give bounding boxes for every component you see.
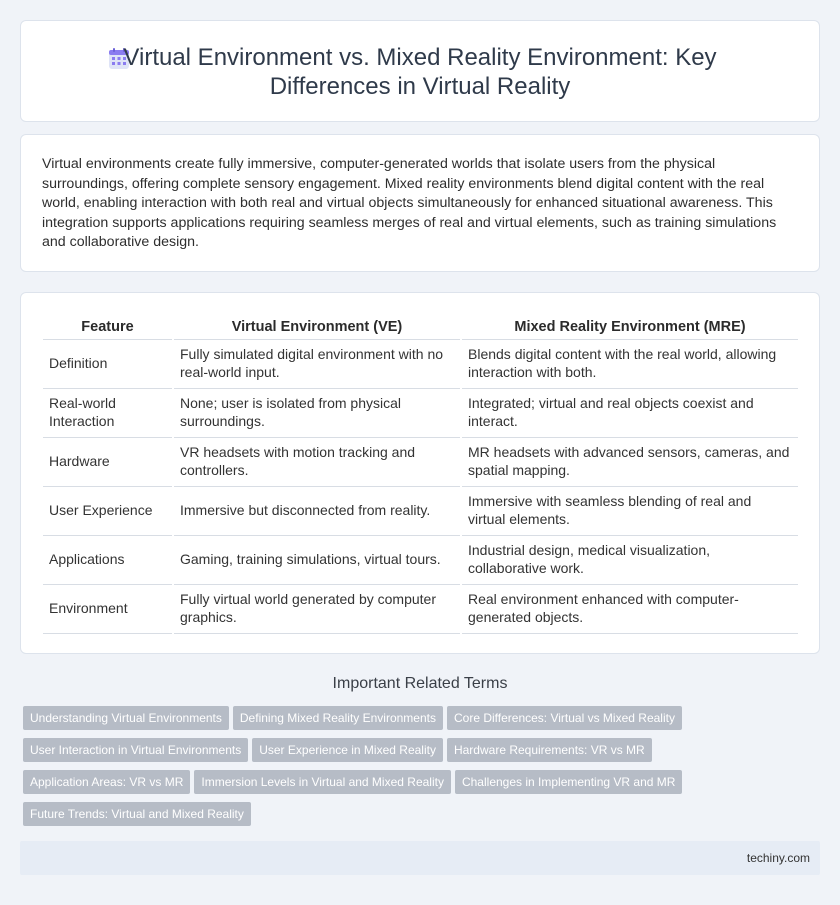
ve-cell: Immersive but disconnected from reality. xyxy=(173,486,461,535)
related-terms-heading: Important Related Terms xyxy=(332,675,508,692)
feature-cell: Definition xyxy=(43,339,173,388)
ve-cell: Fully virtual world generated by computer graphics. xyxy=(173,584,461,633)
related-term-tag[interactable]: Hardware Requirements: VR vs MR xyxy=(447,738,652,762)
table-header-row xyxy=(43,317,798,339)
related-term-tag[interactable]: Understanding Virtual Environments xyxy=(23,706,229,730)
mre-cell: Real environment enhanced with computer-generated objects. xyxy=(461,584,798,633)
footer-brand[interactable]: techiny.com xyxy=(746,851,810,865)
related-term-tag[interactable]: Core Differences: Virtual vs Mixed Reality xyxy=(447,706,682,730)
header-virtual-environment: Virtual Environment (VE) xyxy=(173,317,461,339)
related-term-tag[interactable]: Immersion Levels in Virtual and Mixed Reality xyxy=(194,770,451,794)
page-title: Virtual Environment vs. Mixed Reality Environment: Key Differences in Virtual Reality xyxy=(123,44,717,100)
table-row xyxy=(43,339,798,388)
ve-cell: Fully simulated digital environment with no real-world input. xyxy=(173,339,461,388)
ve-cell: VR headsets with motion tracking and controllers. xyxy=(173,437,461,486)
table-row xyxy=(43,584,798,633)
feature-cell: Environment xyxy=(43,584,173,633)
related-term-tag[interactable]: Application Areas: VR vs MR xyxy=(23,770,190,794)
feature-cell: User Experience xyxy=(43,486,173,535)
footer xyxy=(20,841,820,875)
ve-cell: None; user is isolated from physical surroundings. xyxy=(173,388,461,437)
related-term-tag[interactable]: Defining Mixed Reality Environments xyxy=(233,706,443,730)
mre-cell: MR headsets with advanced sensors, cameras, and spatial mapping. xyxy=(461,437,798,486)
table-row xyxy=(43,388,798,437)
ve-cell: Gaming, training simulations, virtual tours. xyxy=(173,535,461,584)
intro-card xyxy=(20,134,820,272)
comparison-table-card xyxy=(20,292,820,654)
intro-paragraph: Virtual environments create fully immersive, computer-generated worlds that isolate users from the physical surroundings, offering complete sensory engagement. Mixed reality environments blend digital content with the real world, enabling interaction with both real and virtual objects simultaneously for enhanced situational awareness. This integration supports applications requiring seamless merges of real and virtual elements, such as training simulations and collaborative design. xyxy=(42,156,777,251)
related-terms-list xyxy=(23,706,813,834)
feature-cell: Applications xyxy=(43,535,173,584)
related-term-tag[interactable]: Future Trends: Virtual and Mixed Reality xyxy=(23,802,251,826)
related-term-tag[interactable]: User Interaction in Virtual Environments xyxy=(23,738,248,762)
header-card xyxy=(20,20,820,122)
mre-cell: Immersive with seamless blending of real and virtual elements. xyxy=(461,486,798,535)
header-mixed-reality-environment: Mixed Reality Environment (MRE) xyxy=(461,317,798,339)
feature-cell: Real-world Interaction xyxy=(43,388,173,437)
comparison-table xyxy=(43,317,798,634)
related-term-tag[interactable]: User Experience in Mixed Reality xyxy=(252,738,443,762)
table-row xyxy=(43,437,798,486)
mre-cell: Blends digital content with the real world, allowing interaction with both. xyxy=(461,339,798,388)
feature-cell: Hardware xyxy=(43,437,173,486)
mre-cell: Industrial design, medical visualization, collaborative work. xyxy=(461,535,798,584)
mre-cell: Integrated; virtual and real objects coexist and interact. xyxy=(461,388,798,437)
table-row xyxy=(43,486,798,535)
header-feature: Feature xyxy=(43,317,173,339)
table-row xyxy=(43,535,798,584)
related-term-tag[interactable]: Challenges in Implementing VR and MR xyxy=(455,770,682,794)
